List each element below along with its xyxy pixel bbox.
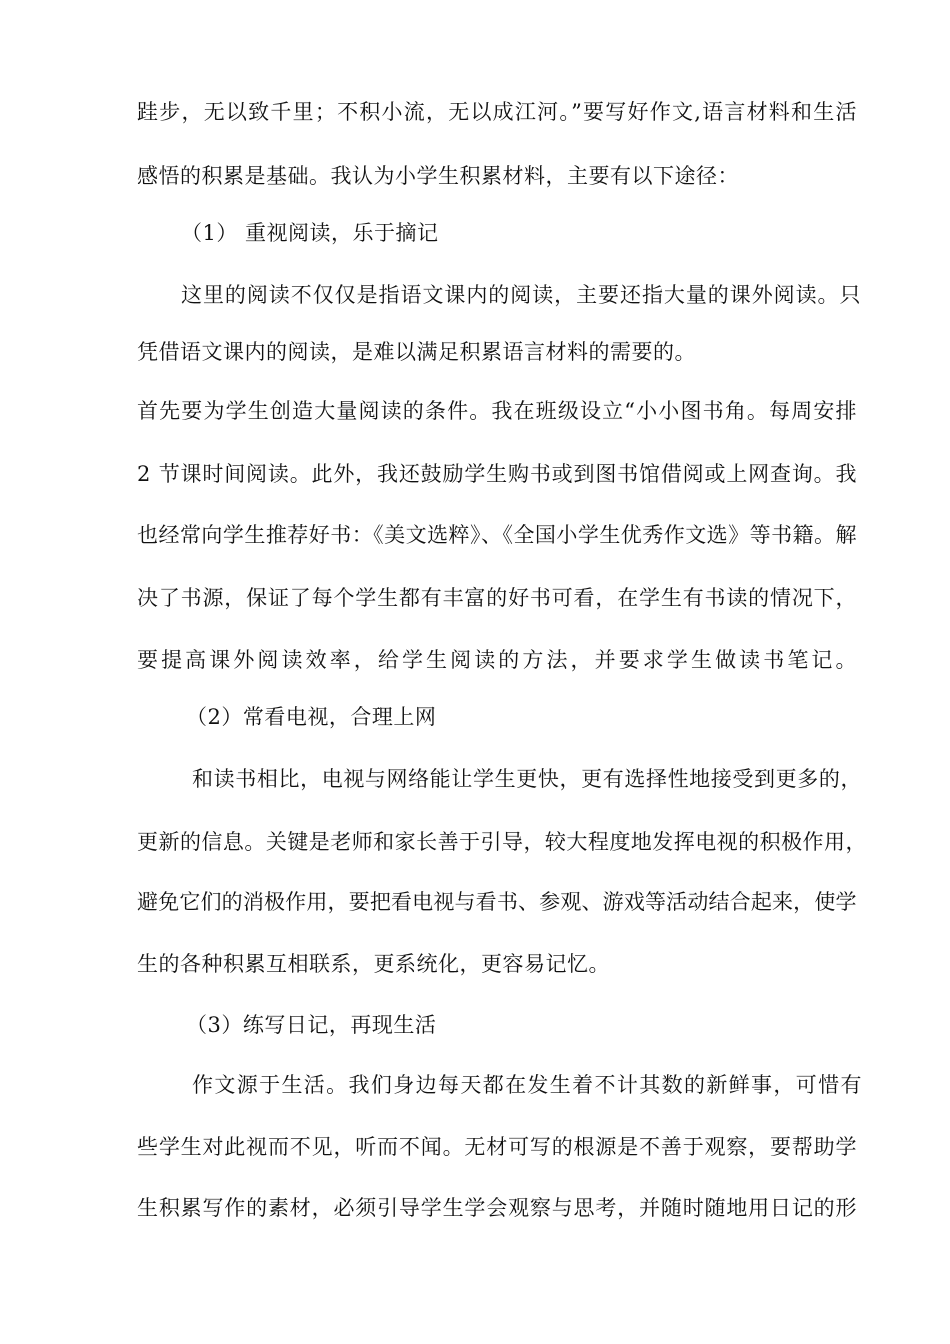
text-line: 更新的信息。关键是老师和家长善于引导，较大程度地发挥电视的积极作用，: [137, 830, 867, 854]
text-line: 和读书相比，电视与网络能让学生更快，更有选择性地接受到更多的，: [192, 767, 863, 791]
text-line: 凭借语文课内的阅读，是难以满足积累语言材料的需要的。: [137, 340, 696, 364]
section-heading: （1） 重视阅读，乐于摘记: [181, 221, 439, 245]
text-line: 生积累写作的素材，必须引导学生学会观察与思考，并随时随地用日记的形: [137, 1196, 858, 1220]
text-line: 要提高课外阅读效率，给学生阅读的方法，并要求学生做读书笔记。: [137, 648, 860, 672]
section-heading: （3）练写日记，再现生活: [186, 1013, 437, 1037]
text-line: 这里的阅读不仅仅是指语文课内的阅读，主要还指大量的课外阅读。只: [181, 283, 862, 307]
text-line: 首先要为学生创造大量阅读的条件。我在班级设立“小小图书角。每周安排: [137, 399, 858, 423]
text-line: 作文源于生活。我们身边每天都在发生着不计其数的新鲜事，可惜有: [192, 1073, 863, 1097]
text-line: 生的各种积累互相联系，更系统化，更容易记忆。: [137, 952, 610, 976]
section-heading: （2）常看电视，合理上网: [186, 705, 437, 729]
text-line: 也经常向学生推荐好书：《美文选粹》、《全国小学生优秀作文选》等书籍。解: [137, 523, 857, 547]
text-line: 2 节课时间阅读。此外，我还鼓励学生购书或到图书馆借阅或上网查询。我: [137, 462, 858, 486]
text-line: 跬步，无以致千里；不积小流，无以成江河。”要写好作文,语言材料和生活: [137, 100, 858, 124]
text-line: 感悟的积累是基础。我认为小学生积累材料，主要有以下途径：: [137, 164, 739, 188]
text-line: 些学生对此视而不见，听而不闻。无材可写的根源是不善于观察，要帮助学: [137, 1135, 858, 1159]
text-line: 避免它们的消极作用，要把看电视与看书、参观、游戏等活动结合起来，使学: [137, 890, 857, 914]
text-line: 决了书源，保证了每个学生都有丰富的好书可看，在学生有书读的情况下，: [137, 586, 858, 610]
